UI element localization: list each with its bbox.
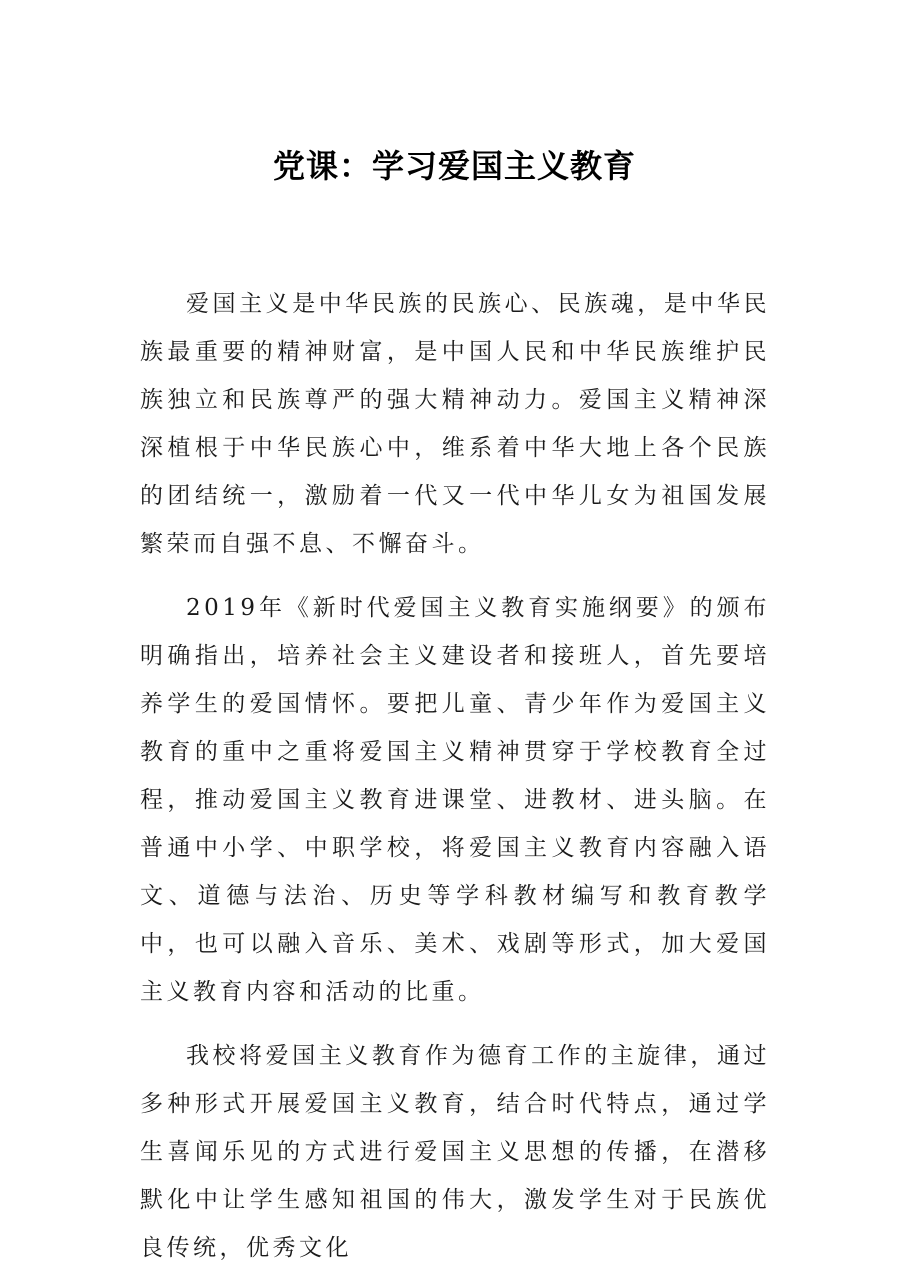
document-body <box>140 280 770 1288</box>
paragraph-2: 2019年《新时代爱国主义教育实施纲要》的颁布明确指出，培养社会主义建设者和接班人，首先要培养学生的爱国情怀。要把儿童、青少年作为爱国主义教育的重中之重将爱国主义精神贯穿于学校教育全过程，推动爱国主义教育进课堂、进教材、进头脑。在普通中小学、中职学校，将爱国主义教育内容融入语文、道德与法治、历史等学科教材编写和教育教学中，也可以融入音乐、美术、戏剧等形式，加大爱国主义教育内容和活动的比重。 <box>140 595 770 1005</box>
paragraph-3: 我校将爱国主义教育作为德育工作的主旋律，通过多种形式开展爱国主义教育，结合时代特点，通过学生喜闻乐见的方式进行爱国主义思想的传播，在潜移默化中让学生感知祖国的伟大，激发学生对于民族优良传统，优秀文化 <box>140 1043 770 1261</box>
document-title: 党课：学习爱国主义教育 <box>272 147 636 185</box>
paragraph-1: 爱国主义是中华民族的民族心、民族魂，是中华民族最重要的精神财富，是中国人民和中华民族维护民族独立和民族尊严的强大精神动力。爱国主义精神深深植根于中华民族心中，维系着中华大地上各个民族的团结统一，激励着一代又一代中华儿女为祖国发展繁荣而自强不息、不懈奋斗。 <box>140 291 770 557</box>
